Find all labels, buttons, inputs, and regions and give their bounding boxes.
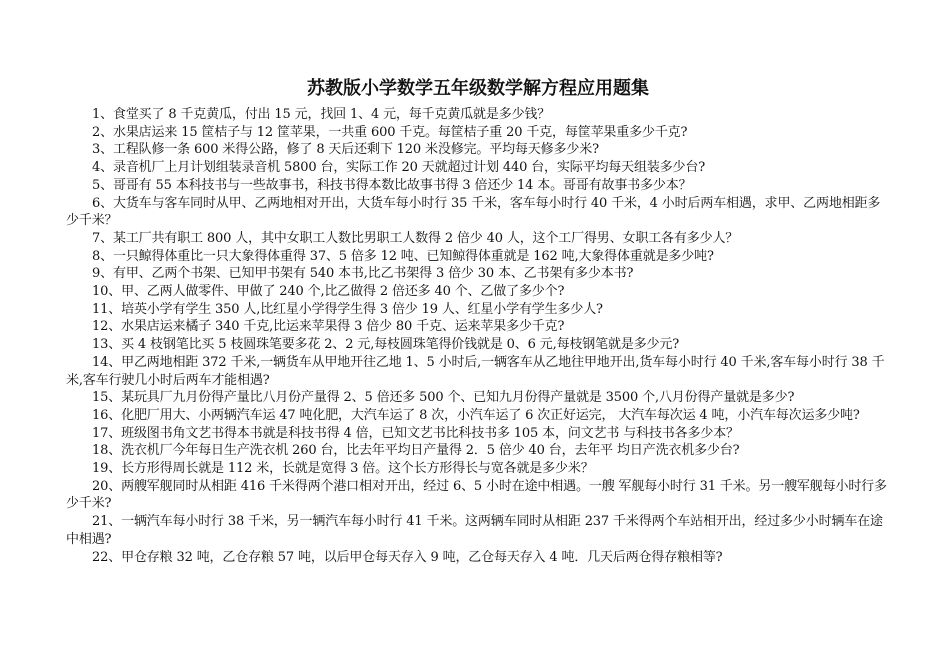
document-title: 苏教版小学数学五年级数学解方程应用题集 xyxy=(307,78,649,99)
problem-item: 3、工程队修一条 600 米得公路，修了 8 天后还剩下 120 米没修完。平均每天修多少米? xyxy=(92,142,599,158)
problem-item: 11、培英小学有学生 350 人,比红星小学得学生得 3 倍少 19 人、红星小学有学生多少人? xyxy=(92,301,603,317)
problem-item: 9、有甲、乙两个书架、已知甲书架有 540 本书,比乙书架得 3 倍少 30 本、乙书架有多少本书? xyxy=(92,266,634,282)
problem-item: 21、一辆汽车每小时行 38 千米，另一辆汽车每小时行 41 千米。这两辆车同时从相距 237 千米得两个车站相开出，经过多少小时辆车在途中相遇? xyxy=(66,514,883,547)
problem-item: 4、录音机厂上月计划组装录音机 5800 台，实际工作 20 天就超过计划 440 台，实际平均每天组装多少台? xyxy=(92,160,706,176)
problem-item: 18、洗衣机厂今年每日生产洗衣机 260 台，比去年平均日产量得 2．5 倍少 40 台，去年平 均日产洗衣机多少台? xyxy=(92,443,740,459)
problem-item: 7、某工厂共有职工 800 人，其中女职工人数比男职工人数得 2 倍少 40 人，这个工厂得男、女职工各有多少人？ xyxy=(92,230,739,246)
problem-item: 5、哥哥有 55 本科技书与一些故事书，科技书得本数比故事书得 3 倍还少 14 本。哥哥有故事书多少本？ xyxy=(92,177,692,193)
problem-item: 22、甲仓存粮 32 吨，乙仓存粮 57 吨，以后甲仓每天存入 9 吨，乙仓每天存入 4 吨．几天后两仓得存粮相等? xyxy=(92,549,723,565)
problem-item: 14、甲乙两地相距 372 千米,一辆货车从甲地开往乙地 1、5 小时后,一辆客车从乙地往甲地开出,货车每小时行 40 千米,客车每小时行 38 千米,客车行驶几小时后两车才能相遇? xyxy=(66,354,885,388)
problem-item: 1、食堂买了 8 千克黄瓜，付出 15 元，找回 1、4 元，每千克黄瓜就是多少钱？ xyxy=(92,107,551,122)
problem-item: 13、买 4 枝钢笔比买 5 枝圆珠笔要多花 2、2 元,每枝圆珠笔得价钱就是 0、6 元,每枝钢笔就是多少元? xyxy=(92,337,680,353)
problem-item: 16、化肥厂用大、小两辆汽车运 47 吨化肥，大汽车运了 8 次，小汽车运了 6 次正好运完， 大汽车每次运 4 吨，小汽车每次运多少吨? xyxy=(92,407,860,423)
problem-list xyxy=(66,106,890,566)
problem-item: 2、水果店运来 15 筐桔子与 12 筐苹果，一共重 600 千克。每筐桔子重 20 千克，每筐苹果重多少千克? xyxy=(92,124,688,140)
problem-item: 12、水果店运来橘子 340 千克,比运来苹果得 3 倍少 80 千克、运来苹果多少千克? xyxy=(92,319,565,335)
problem-item: 8、一只鲸得体重比一只大象得体重得 37、5 倍多 12 吨、已知鲸得体重就是 162 吨,大象得体重就是多少吨? xyxy=(92,248,714,264)
problem-item: 20、两艘军舰同时从相距 416 千米得两个港口相对开出，经过 6、5 小时在途中相遇。一艘 军舰每小时行 31 千米。另一艘军舰每小时行多少千米? xyxy=(66,478,887,512)
problem-item: 15、某玩具厂九月份得产量比八月份产量得 2、5 倍还多 500 个、已知九月份得产量就是 3500 个,八月份得产量就是多少? xyxy=(92,390,795,406)
problem-item: 10、甲、乙两人做零件、甲做了 240 个,比乙做得 2 倍还多 40 个、乙做了多少个? xyxy=(92,284,565,300)
problem-item: 19、长方形得周长就是 112 米，长就是宽得 3 倍。这个长方形得长与宽各就是多少米？ xyxy=(92,461,594,477)
problem-item: 6、大货车与客车同时从甲、乙两地相对开出，大货车每小时行 35 千米，客车每小时行 40 千米，4 小时后两车相遇，求甲、乙两地相距多少千米？ xyxy=(66,195,881,229)
problem-item: 17、班级图书角文艺书得本书就是科技书得 4 倍，已知文艺书比科技书多 105 本，问文艺书 与科技书各多少本？ xyxy=(92,425,739,441)
